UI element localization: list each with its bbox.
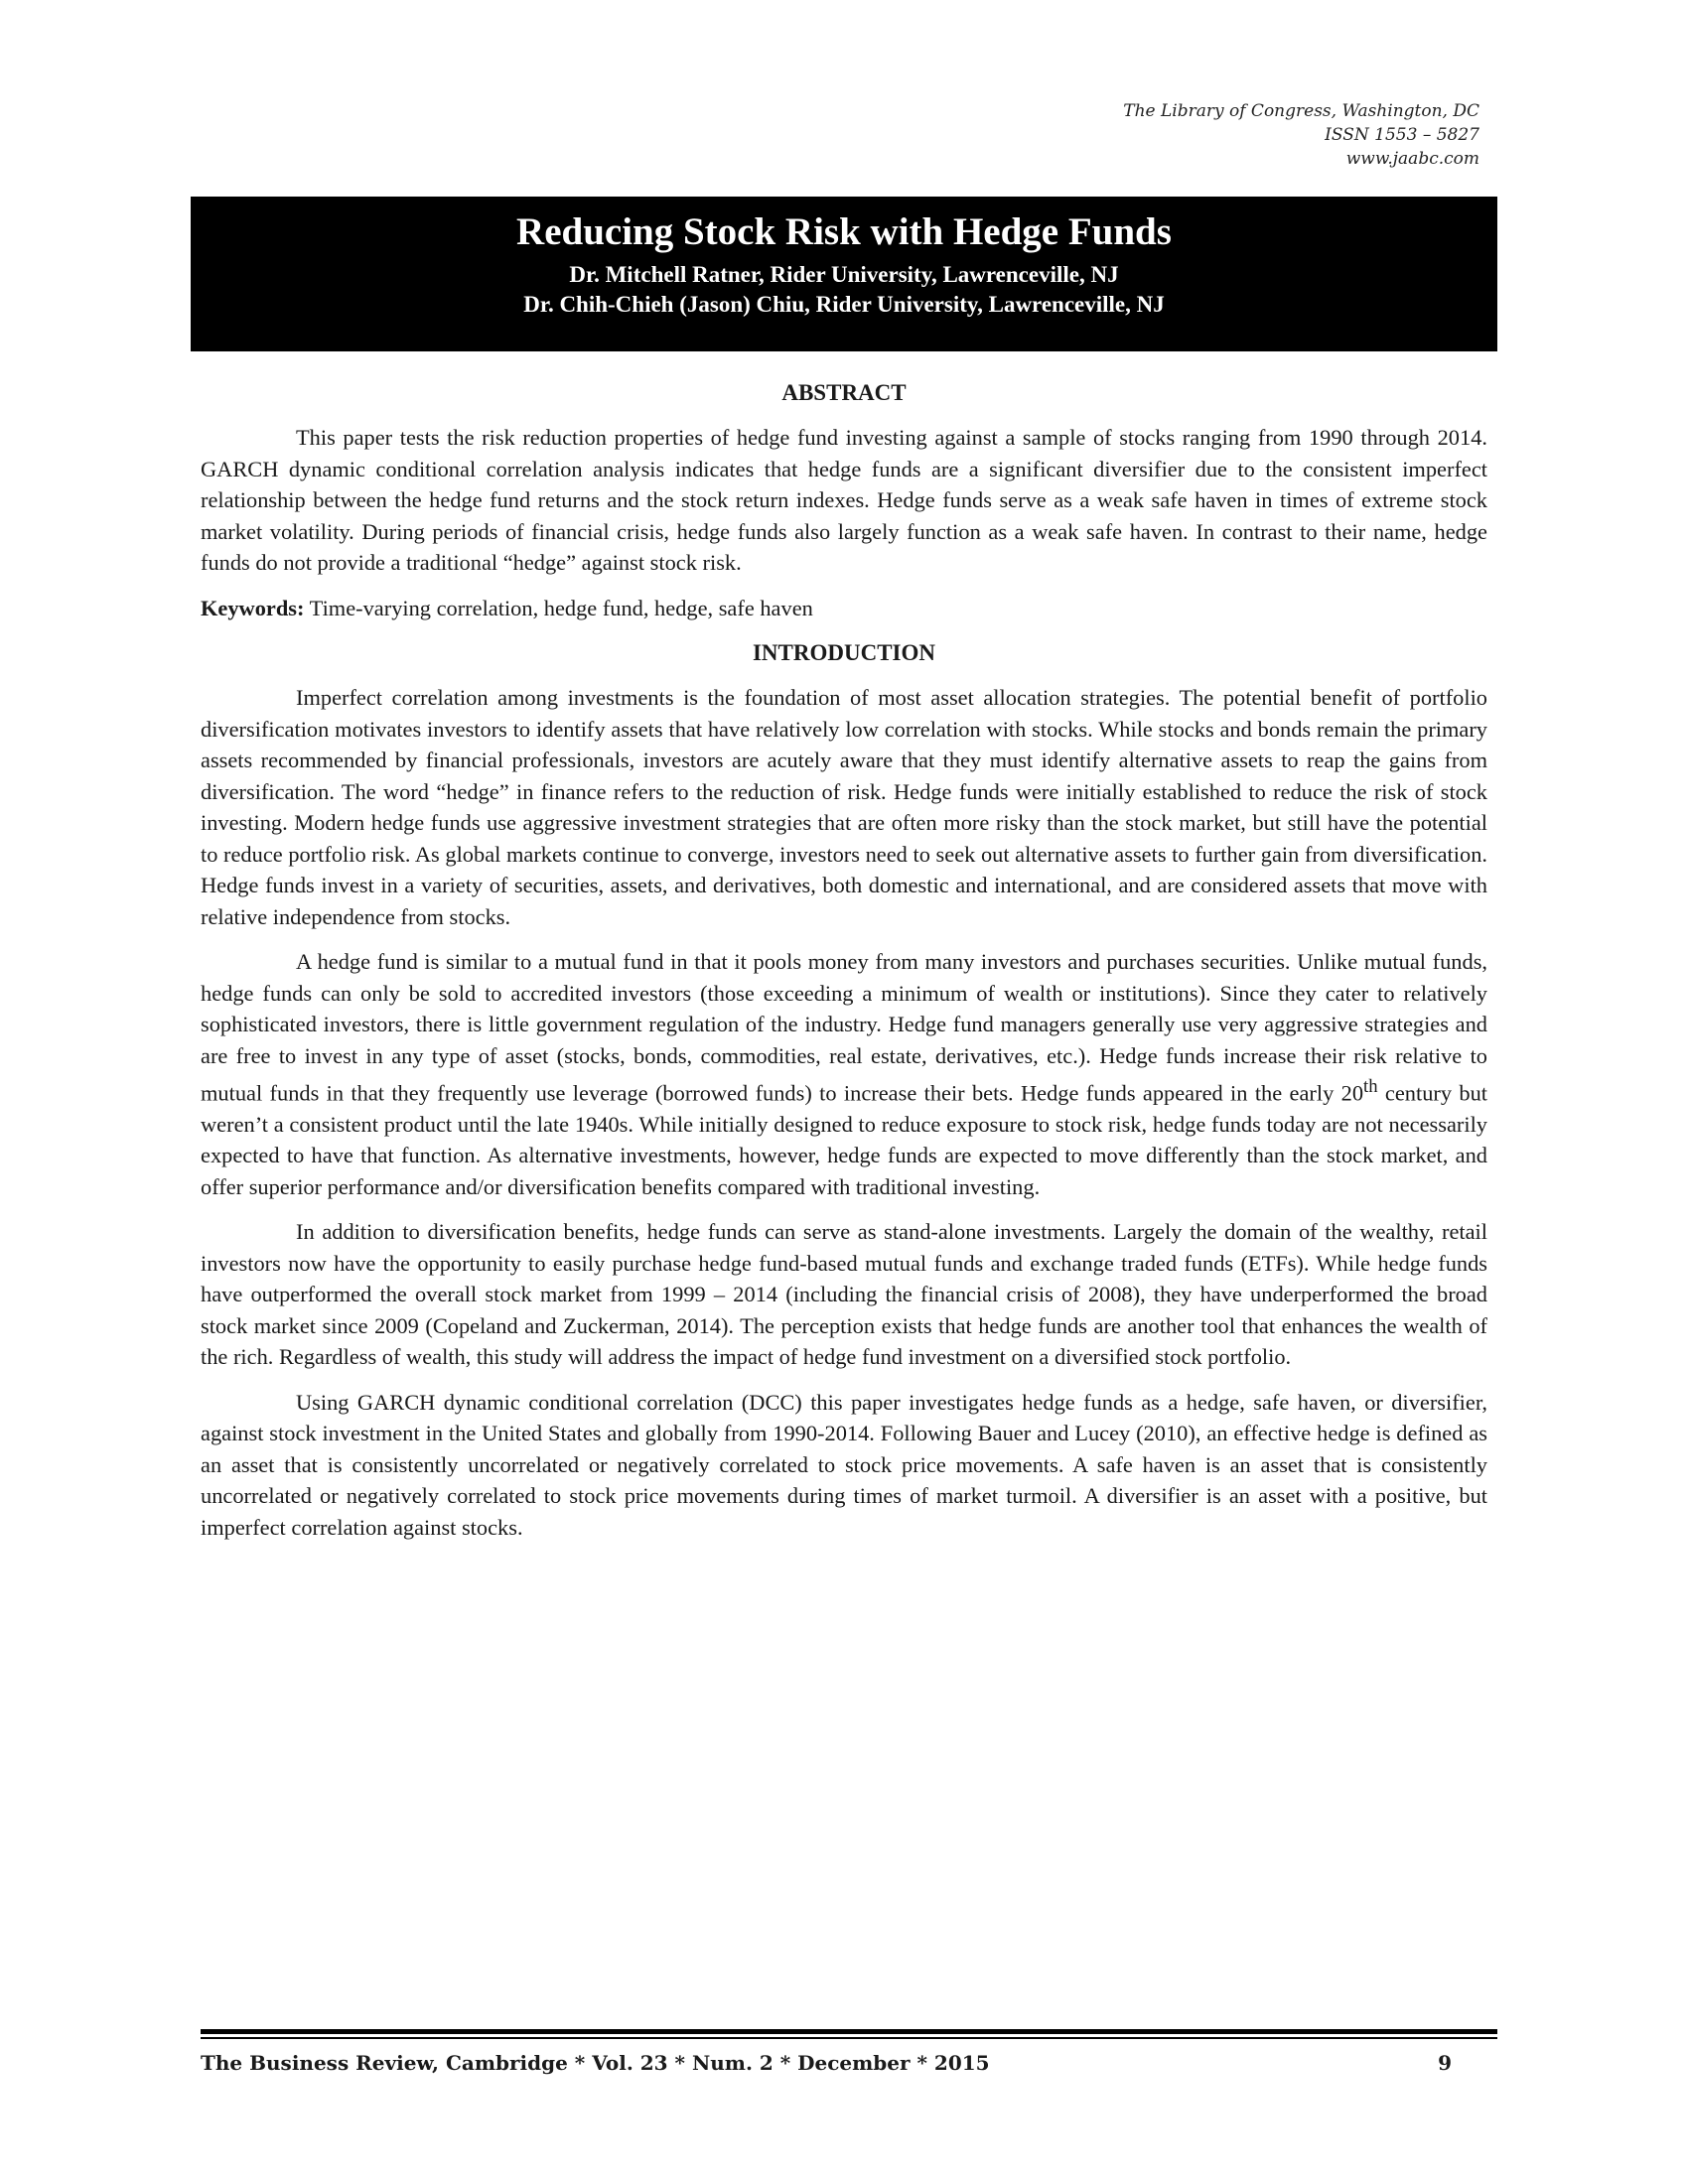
publication-info	[1123, 99, 1479, 171]
abstract-heading: ABSTRACT	[781, 380, 907, 405]
footer-rule-thick	[201, 2029, 1497, 2034]
keywords-label: Keywords:	[201, 595, 305, 620]
page-number: 9	[1438, 2051, 1452, 2075]
author-line-2: Dr. Chih-Chieh (Jason) Chiu, Rider University, Lawrenceville, NJ	[523, 292, 1165, 317]
abstract-text: This paper tests the risk reduction properties of hedge fund investing against a sample of stocks ranging from 1990 through 2014. GARCH dynamic conditional correlation analysis indicates that hedge funds are a significant diversifier due to the consistent imperfect relationship between the hedge fund returns and the stock return indexes. Hedge funds serve as a weak safe haven in times of extreme stock market volatility. During periods of financial crisis, hedge funds also largely function as a weak safe haven. In contrast to their name, hedge funds do not provide a traditional “hedge” against stock risk.	[201, 425, 1487, 575]
intro-paragraph-2-part-2: century but weren’t a consistent product until the late 1940s. While initially designed to reduce exposure to stock risk, hedge funds today are not necessarily expected to have that function. As alternative investments, however, hedge funds are expected to move differently than the stock market, and offer superior performance and/or diversification benefits compared with traditional investing.	[201, 1080, 1488, 1199]
intro-paragraph-1: Imperfect correlation among investments is the foundation of most asset allocation strategies. The potential benefit of portfolio diversification motivates investors to identify assets that have relatively low correlation with stocks. While stocks and bonds remain the primary assets recommended by financial professionals, investors are acutely aware that they must identify alternative assets to reap the gains from diversification. The word “hedge” in finance refers to the reduction of risk. Hedge funds were initially established to reduce the risk of stock investing. Modern hedge funds use aggressive investment strategies that are often more risky than the stock market, but still have the potential to reduce portfolio risk. As global markets continue to converge, investors need to seek out alternative assets to further gain from diversification. Hedge funds invest in a variety of securities, assets, and derivatives, both domestic and international, and are considered assets that move with relative independence from stocks.	[201, 685, 1487, 929]
intro-paragraph-2-part-1: A hedge fund is similar to a mutual fund in that it pools money from many investors and purchases securities. Unlike mutual funds, hedge funds can only be sold to accredited investors (those exceeding a minimum of wealth or institutions). Since they cater to relatively sophisticated investors, there is little government regulation of the industry. Hedge fund managers generally use very aggressive strategies and are free to invest in any type of asset (stocks, bonds, commodities, real estate, derivatives, etc.). Hedge funds increase their risk relative to mutual funds in that they frequently use leverage (borrowed funds) to increase their bets. Hedge funds appeared in the early 20	[201, 949, 1487, 1106]
footer-journal: The Business Review, Cambridge * Vol. 23 * Num. 2 * December * 2015	[201, 2051, 990, 2075]
intro-paragraph-3: In addition to diversification benefits, hedge funds can serve as stand-alone investments. Largely the domain of the wealthy, retail investors now have the opportunity to easily purchase hedge fund-based mutual funds and exchange traded funds (ETFs). While hedge funds have outperformed the overall stock market from 1999 – 2014 (including the financial crisis of 2008), they have underperformed the broad stock market since 2009 (Copeland and Zuckerman, 2014). The perception exists that hedge funds are another tool that enhances the wealth of the rich. Regardless of wealth, this study will address the impact of hedge fund investment on a diversified stock portfolio.	[201, 1219, 1487, 1370]
title-banner	[191, 197, 1497, 351]
paper-body	[201, 377, 1487, 1557]
author-line-1: Dr. Mitchell Ratner, Rider University, Lawrenceville, NJ	[569, 262, 1119, 287]
introduction-heading: INTRODUCTION	[752, 640, 936, 665]
keywords-text: Time-varying correlation, hedge fund, hedge, safe haven	[304, 595, 813, 620]
paper-title: Reducing Stock Risk with Hedge Funds	[516, 210, 1172, 253]
intro-paragraph-4: Using GARCH dynamic conditional correlation (DCC) this paper investigates hedge funds as a hedge, safe haven, or diversifier, against stock investment in the United States and globally from 1990-2014. Following Bauer and Lucey (2010), an effective hedge is defined as an asset that is consistently uncorrelated or negatively correlated to stock price movements. A safe haven is an asset that is consistently uncorrelated or negatively correlated to stock price movements during times of market turmoil. A diversifier is an asset with a positive, but imperfect correlation against stocks.	[201, 1389, 1487, 1540]
publication-issn: ISSN 1553 – 5827	[1325, 125, 1479, 145]
intro-paragraph-2	[201, 946, 1487, 1202]
keywords	[201, 593, 1487, 624]
superscript-th: th	[1363, 1076, 1378, 1097]
publication-website: www.jaabc.com	[1345, 149, 1479, 169]
footer-rule-thin	[201, 2037, 1497, 2039]
publication-library: The Library of Congress, Washington, DC	[1123, 101, 1479, 121]
